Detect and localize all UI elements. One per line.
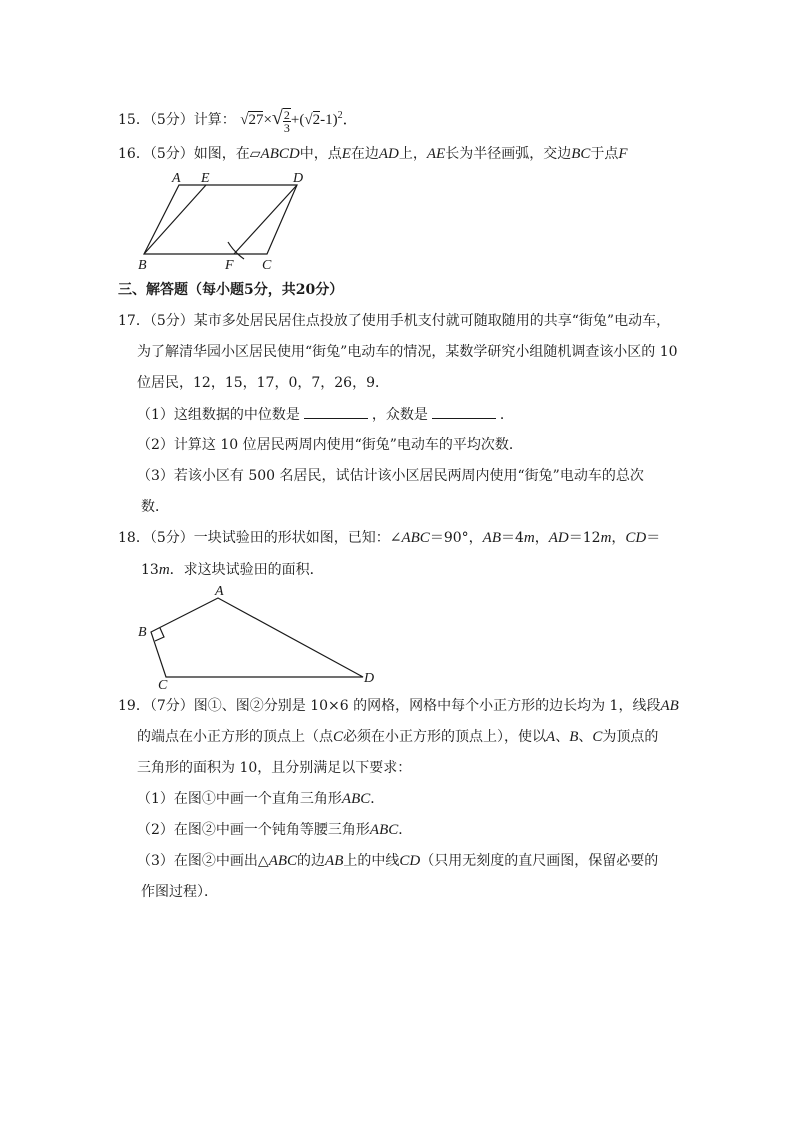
q19-var-b: B	[569, 729, 579, 745]
q17-score: （5分）	[149, 313, 194, 329]
q19-var-ab: AB	[660, 698, 679, 714]
q19-p2-var: ABC	[369, 822, 399, 838]
q16-parallelogram-figure	[130, 168, 320, 272]
q19-score: （7分）	[149, 698, 194, 714]
label-a: A	[172, 171, 181, 186]
q19-p2-end: ．	[398, 822, 413, 838]
q18-line-1	[118, 528, 660, 548]
times-symbol: ×	[263, 112, 272, 128]
mode-answer-blank[interactable]	[432, 404, 496, 419]
q18-text-6: ，	[611, 530, 626, 546]
segment-be	[144, 185, 206, 254]
q17-part-1	[137, 404, 514, 425]
q17-text-1: 某市多处居民居住点投放了使用手机支付就可随取随用的共享“街兔”电动车，	[193, 313, 671, 329]
q18-text-9: ．求这块试验田的面积．	[169, 562, 324, 578]
plus-symbol: +	[290, 112, 300, 128]
label-f: F	[225, 258, 234, 273]
q18-text-5: ＝12	[568, 530, 601, 546]
q18-text-8: 13	[141, 562, 159, 578]
q18-text-2: ＝90°，	[429, 530, 483, 546]
q15-radicand-2: 2	[312, 112, 321, 128]
q16-text-1: 如图，在▱	[193, 146, 261, 162]
sqrt-symbol: √	[304, 112, 313, 128]
q19-text-2e: 为顶点的	[602, 729, 659, 745]
q19-text-2c: 、	[555, 729, 570, 745]
q18-unit-m-3: m	[158, 562, 170, 578]
q16-number: 16．	[118, 146, 150, 162]
q16-var-ad: AD	[378, 146, 399, 162]
q18-unit-m-1: m	[523, 530, 535, 546]
q17-line-3: 位居民，12，15，17，0，7，26，9．	[137, 375, 389, 391]
q15-radicand-1: 27	[248, 112, 264, 128]
q19-text-2d: 、	[578, 729, 593, 745]
q19-var-c: C	[333, 729, 344, 745]
q18-number: 18．	[118, 530, 150, 546]
paren-open: (	[299, 112, 305, 128]
median-answer-blank[interactable]	[304, 404, 368, 419]
segment-df	[234, 185, 297, 254]
q18-score: （5分）	[149, 530, 194, 546]
q15-minus-one: -1)	[320, 112, 338, 128]
q15-exponent: 2	[337, 110, 343, 121]
q17-part-2: （2）计算这 10 位居民两周内使用“街兔”电动车的平均次数．	[137, 437, 523, 453]
label-b: B	[138, 625, 147, 640]
q19-line-1	[118, 696, 679, 716]
q17-p1-text-a: （1）这组数据的中位数是	[137, 407, 300, 423]
label-d: D	[364, 671, 375, 686]
label-c: C	[158, 678, 168, 693]
q16-var-f: F	[618, 146, 628, 162]
q15-line	[118, 106, 358, 134]
q19-p2-text: （2）在图②中画一个钝角等腰三角形	[137, 822, 370, 838]
q19-text-1: 图①、图②分别是 10×6 的网格，网格中每个小正方形的边长均为 1，线段	[193, 698, 661, 714]
q15-fraction	[283, 108, 291, 134]
q19-p1-var: ABC	[341, 791, 371, 807]
q17-part-3: （3）若该小区有 500 名居民，试估计该小区居民两周内使用“街兔”电动车的总次	[137, 468, 644, 484]
arc-mark-f	[228, 242, 244, 259]
q19-p3-text-b: 的边	[297, 853, 326, 869]
q18-line-2	[141, 560, 324, 580]
q15-intro: 计算：	[193, 112, 236, 128]
q18-text-1: 一块试验田的形状如图，已知：∠	[193, 530, 402, 546]
q18-text-3: ＝4	[500, 530, 524, 546]
q19-p3-text-a: （3）在图②中画出△	[137, 853, 269, 869]
q19-text-2a: 的端点在小正方形的顶点上（点	[137, 729, 333, 745]
q16-text-6: 于点	[590, 146, 619, 162]
q17-p1-text-c: ．	[499, 407, 514, 423]
q18-text-7: ＝	[646, 530, 661, 546]
q16-var-ae: AE	[426, 146, 446, 162]
q15-frac-num: 2	[283, 107, 290, 122]
q15-expression	[240, 107, 358, 135]
q19-p3-var-cd: CD	[399, 853, 421, 869]
q19-var-a: A	[546, 729, 556, 745]
q16-text-2: 中，点	[299, 146, 342, 162]
q17-line-1	[118, 311, 670, 331]
q18-var-cd: CD	[625, 530, 647, 546]
sqrt-symbol: √	[271, 107, 283, 129]
q16-score: （5分）	[149, 146, 194, 162]
label-b: B	[138, 258, 147, 273]
parallelogram-abcd	[144, 185, 297, 254]
q15-number: 15．	[118, 112, 150, 128]
q19-p1-end: ．	[370, 791, 385, 807]
q16-text-5: 长为半径画弧，交边	[445, 146, 572, 162]
q18-var-ad: AD	[548, 530, 569, 546]
q19-var-c-2: C	[592, 729, 603, 745]
q18-var-abc: ABC	[401, 530, 430, 546]
q19-line-3: 三角形的面积为 10，且分别满足以下要求：	[137, 760, 412, 776]
section-3-heading: 三、解答题（每小题5分，共20分）	[118, 282, 344, 298]
q17-part-3-cont: 数．	[141, 499, 169, 515]
q18-var-ab: AB	[482, 530, 501, 546]
label-d: D	[293, 171, 304, 186]
q18-text-4: ，	[534, 530, 549, 546]
q16-text-4: 上，	[398, 146, 427, 162]
q15-frac-den: 3	[283, 120, 290, 135]
q16-var-bc: BC	[571, 146, 591, 162]
label-a: A	[215, 584, 224, 599]
q19-p3-text-d: （只用无刻度的直尺画图，保留必要的	[420, 853, 659, 869]
q19-p3-text-c: 上的中线	[343, 853, 400, 869]
q16-line	[118, 144, 628, 164]
label-e: E	[201, 171, 210, 186]
q19-p1-text: （1）在图①中画一个直角三角形	[137, 791, 342, 807]
q17-number: 17．	[118, 313, 150, 329]
q19-number: 19．	[118, 698, 150, 714]
q16-text-3: 在边	[350, 146, 379, 162]
q19-part-3	[137, 851, 658, 871]
q19-p3-var-abc: ABC	[268, 853, 298, 869]
q17-p1-text-b: ，众数是	[371, 407, 428, 423]
q17-line-2: 为了解清华园小区居民使用“街兔”电动车的情况，某数学研究小组随机调查该小区的 10	[137, 344, 678, 360]
q19-part-3-cont: 作图过程）．	[141, 884, 218, 900]
q19-p3-var-ab: AB	[325, 853, 344, 869]
q19-part-1	[137, 789, 384, 809]
q15-score: （5分）	[149, 112, 194, 128]
q19-line-2	[137, 727, 658, 747]
q18-unit-m-2: m	[600, 530, 612, 546]
q19-text-2b: 必须在小正方形的顶点上），使以	[343, 729, 547, 745]
q15-end: ．	[342, 112, 358, 128]
q16-var-abcd: ABCD	[260, 146, 300, 162]
label-c: C	[262, 258, 272, 273]
sqrt-symbol: √	[240, 112, 249, 128]
q16-var-e: E	[341, 146, 351, 162]
q19-part-2	[137, 820, 412, 840]
q18-field-figure	[130, 585, 390, 691]
quadrilateral-abcd	[151, 598, 363, 677]
